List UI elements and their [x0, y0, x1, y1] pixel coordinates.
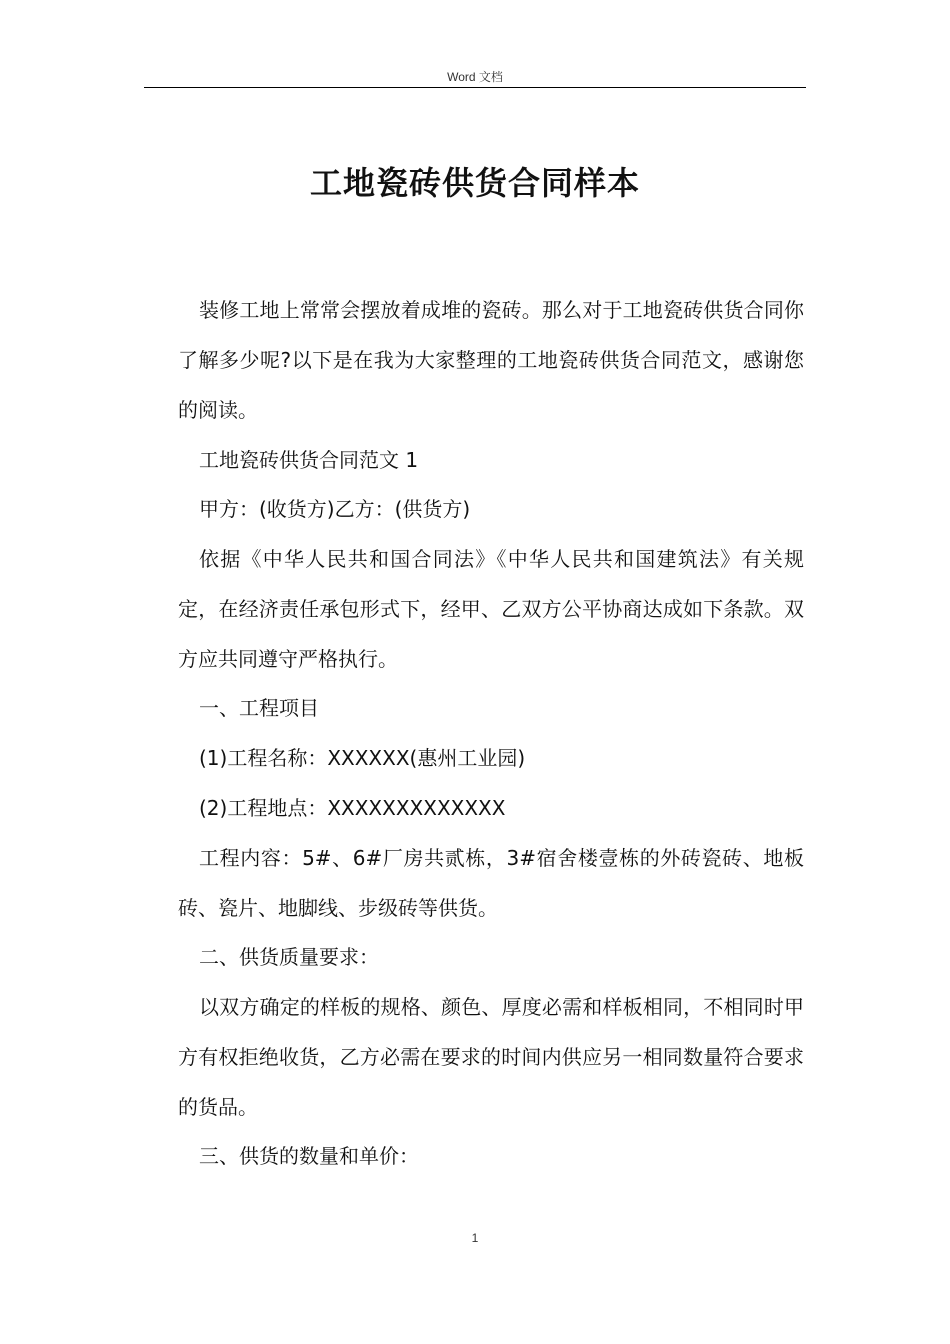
paragraph-parties: 甲方：(收货方)乙方：(供货方): [199, 497, 471, 521]
page-number: 1: [471, 1231, 479, 1245]
header-label: Word 文档: [447, 70, 503, 84]
paragraph-project-location: (2)工程地点：XXXXXXXXXXXXX: [199, 796, 506, 820]
header-divider: [144, 87, 806, 88]
paragraph-sample-heading: 工地瓷砖供货合同范文 1: [199, 448, 419, 472]
section-heading-quality: 二、供货质量要求：: [199, 945, 379, 969]
document-title: 工地瓷砖供货合同样本: [309, 164, 640, 202]
section-heading-quantity: 三、供货的数量和单价：: [199, 1144, 419, 1168]
paragraph-project-content: 工程内容：5#、6#厂房共贰栋，3#宿舍楼壹栋的外砖瓷砖、地板砖、瓷片、地脚线、步级砖等供货。: [178, 846, 804, 920]
paragraph-intro: 装修工地上常常会摆放着成堆的瓷砖。那么对于工地瓷砖供货合同你了解多少呢?以下是在我为大家整理的工地瓷砖供货合同范文，感谢您的阅读。: [178, 298, 804, 422]
section-heading-project: 一、工程项目: [199, 696, 319, 720]
paragraph-quality: 以双方确定的样板的规格、颜色、厚度必需和样板相同，不相同时甲方有权拒绝收货，乙方必需在要求的时间内供应另一相同数量符合要求的货品。: [178, 995, 804, 1119]
paragraph-legal-basis: 依据《中华人民共和国合同法》《中华人民共和国建筑法》有关规定，在经济责任承包形式下，经甲、乙双方公平协商达成如下条款。双方应共同遵守严格执行。: [178, 547, 804, 671]
paragraph-project-name: (1)工程名称：XXXXXX(惠州工业园): [199, 746, 526, 770]
